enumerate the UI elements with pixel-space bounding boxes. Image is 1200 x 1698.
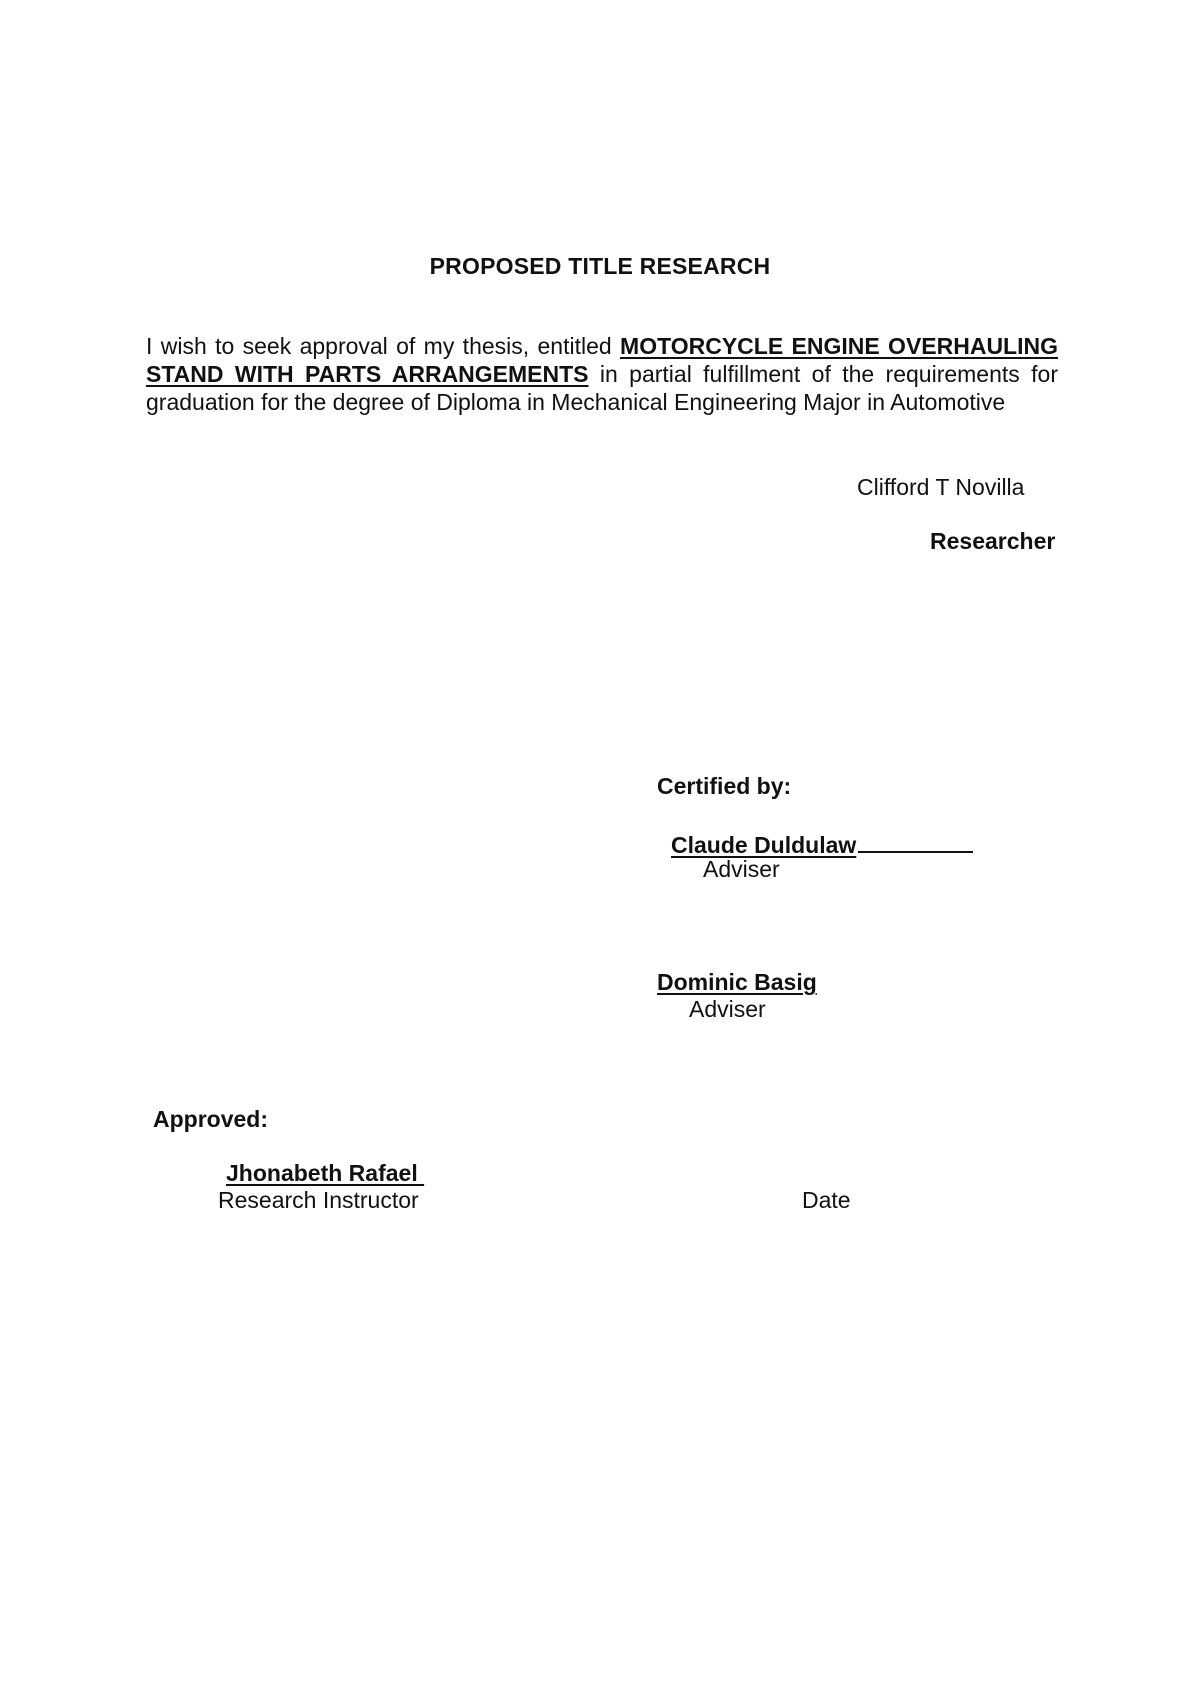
instructor-name: Jhonabeth Rafael xyxy=(226,1160,425,1186)
researcher-name: Clifford T Novilla xyxy=(857,474,1025,500)
adviser-2-name: Dominic Basig xyxy=(657,969,817,995)
paragraph-rest: in partial fulfillment of the requirements for graduation for the degree of Diploma in Mechanical Engineering Major in Automotive xyxy=(146,361,1058,415)
researcher-role: Researcher xyxy=(930,528,1056,554)
paragraph-intro: I wish to seek approval of my thesis, entitled xyxy=(146,333,621,359)
adviser-1-name: Claude Duldulaw xyxy=(671,832,857,858)
signature-line xyxy=(858,829,973,853)
document-title: PROPOSED TITLE RESEARCH xyxy=(429,253,771,279)
certified-by-label: Certified by: xyxy=(657,773,792,799)
adviser-2-role: Adviser xyxy=(689,996,766,1022)
approval-request-paragraph xyxy=(146,332,1058,416)
date-label: Date xyxy=(802,1187,851,1213)
adviser-1-role: Adviser xyxy=(703,856,780,882)
approved-label: Approved: xyxy=(153,1106,268,1132)
adviser-1-signature xyxy=(671,829,973,859)
instructor-role: Research Instructor xyxy=(218,1187,419,1213)
thesis-title: MOTORCYCLE ENGINE OVERHAULING STAND WITH PARTS ARRANGEMENTS xyxy=(146,333,1058,387)
